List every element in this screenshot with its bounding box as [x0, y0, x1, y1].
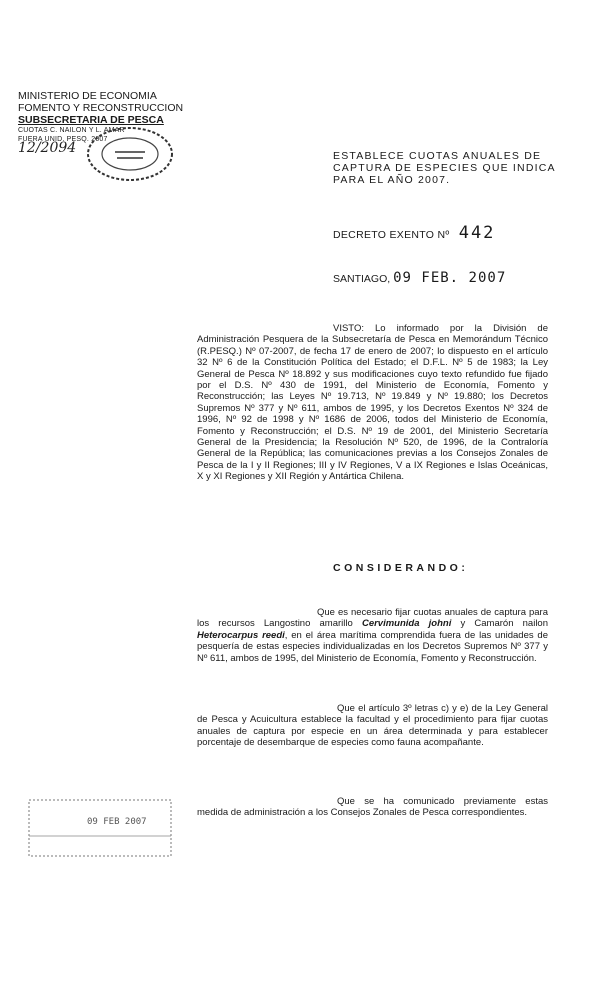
- subject-line-2: CAPTURA DE ESPECIES QUE INDICA: [333, 162, 556, 174]
- decree-label: DECRETO EXENTO Nº: [333, 229, 450, 241]
- reception-stamp-icon: [25, 796, 175, 860]
- ministry-line-1: MINISTERIO DE ECONOMIA: [18, 90, 157, 102]
- decree-date: 09 FEB. 2007: [393, 270, 507, 286]
- subject-line-3: PARA EL AÑO 2007.: [333, 174, 451, 186]
- reference-line-1: CUOTAS C. NAILON Y L. AMAR: [18, 127, 125, 134]
- considerando-paragraph-2: Que el artículo 3º letras c) y e) de la Ley General de Pesca y Acuicultura establece la facultad y el procedimiento para fijar cuotas anuales de captura por especie en un área determinada y para establecer porcentaje de desembarque de especies como fauna acompañante.: [197, 703, 548, 749]
- considerando-heading: CONSIDERANDO:: [333, 562, 469, 574]
- place-label: SANTIAGO,: [333, 273, 391, 285]
- official-seal-icon: [85, 126, 175, 182]
- species-name-1: Cervimunida johni: [361, 618, 452, 630]
- decree-number-line: [333, 223, 495, 243]
- considerando-paragraph-3: Que se ha comunicado previamente estas medida de administración a los Consejos Zonales de Pesca correspondientes.: [197, 796, 548, 819]
- stamp-date: 09 FEB 2007: [87, 817, 147, 827]
- considerando-paragraph-1: Que es necesario fijar cuotas anuales de captura para los recursos Langostino amarillo Cervimunida johni y Camarón nailon Heterocarpus reedi, en el área marítima comprendida fuera de las unidades de pesquería de estas especies individualizadas en los Decretos Supremos Nº 377 y Nº 611, ambos de 1995, del Ministerio de Economía, Fomento y Reconstrucción.: [197, 607, 548, 664]
- decree-subject: [333, 150, 558, 186]
- decree-number: 442: [458, 223, 496, 243]
- visto-paragraph: VISTO: Lo informado por la División de Administración Pesquera de la Subsecretaría de Pesca en Memorándum Técnico (R.PESQ.) Nº 07-2007, de fecha 17 de enero de 2007; lo dispuesto en el artículo 32 Nº 6 de la Constitución Política del Estado; el D.F.L. Nº 5 de 1983; la Ley General de Pesca Nº 18.892 y sus modificaciones cuyo texto refundido fue fijado por el D.S. Nº 430 de 1991, del Ministerio de Economía, Fomento y Reconstrucción; las Leyes Nº 19.713, Nº 19.849 y Nº 19.880; los Decretos Supremos Nº 377 y Nº 611, ambos de 1995, y los Decretos Exentos Nº 324 de 1996, Nº 92 de 1998 y Nº 1686 de 2006, todos del Ministerio de Economía, Fomento y Reconstrucción; el D.S. Nº 19 de 2001, del Ministerio Secretaría General de la Presidencia; la Resolución Nº 520, de 1996, de la Contraloría General de la República; las comunicaciones previas a los Consejos Zonales de Pesca de la I y II Regiones; III y IV Regiones, V a IX Regiones e Islas Oceánicas, X y XI Regiones y XII Región y Antártica Chilena.: [197, 323, 548, 483]
- species-name-2: Heterocarpus reedi: [197, 629, 285, 641]
- place-date-line: [333, 270, 506, 286]
- subject-line-1: ESTABLECE CUOTAS ANUALES DE: [333, 150, 542, 162]
- reference-line-2: FUERA UNID. PESQ. 2007: [18, 136, 108, 143]
- ministry-line-2: FOMENTO Y RECONSTRUCCION: [18, 102, 184, 114]
- handwritten-annotation: 12/2094: [18, 140, 77, 156]
- subsecretaria-line: SUBSECRETARIA DE PESCA: [18, 114, 164, 126]
